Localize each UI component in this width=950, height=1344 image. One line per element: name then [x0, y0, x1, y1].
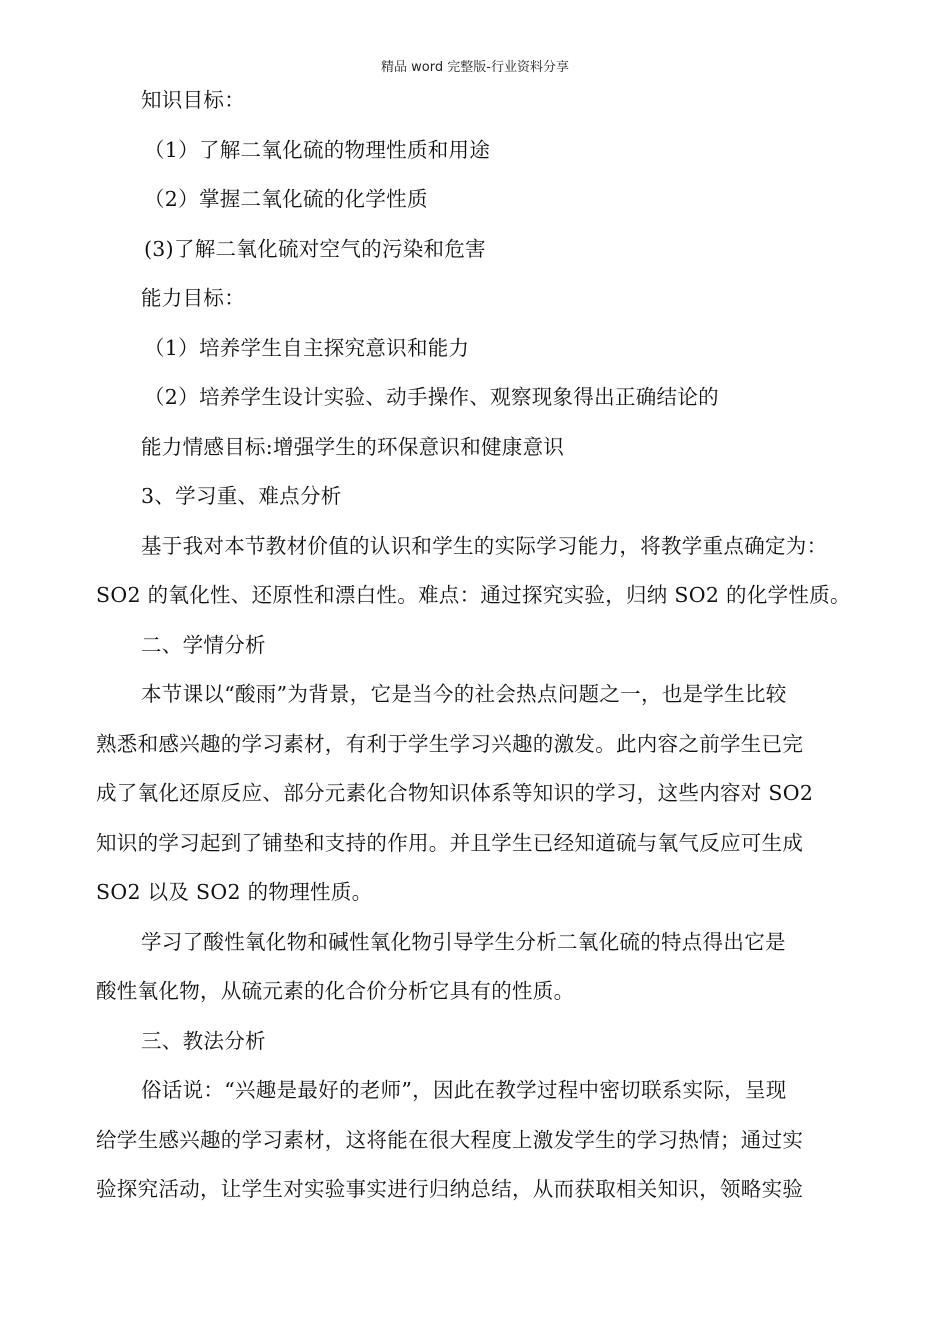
heading-teaching-method: 三、教法分析 [141, 1028, 266, 1053]
document-body [96, 76, 866, 1215]
ability-goal-1: （1）培养学生自主探究意识和能力 [144, 335, 470, 360]
heading-ability-goals: 能力目标： [141, 286, 245, 310]
paragraph-line: 成了氧化还原反应、部分元素化合物知识体系等知识的学习，这些内容对 SO2 [96, 781, 814, 805]
paragraph-line: 俗话说：“兴趣是最好的老师”，因此在教学过程中密切联系实际，呈现 [141, 1078, 787, 1102]
emotion-goal: 能力情感目标:增强学生的环保意识和健康意识 [141, 434, 565, 459]
paragraph-line: 验探究活动，让学生对实验事实进行归纳总结，从而获取相关知识，领略实验 [96, 1177, 804, 1201]
knowledge-goal-2: （2）掌握二氧化硫的化学性质 [144, 187, 428, 211]
paragraph-line: 本节课以“酸雨”为背景，它是当今的社会热点问题之一，也是学生比较 [141, 682, 787, 706]
paragraph-line: 知识的学习起到了铺垫和支持的作用。并且学生已经知道硫与氧气反应可生成 [96, 830, 804, 855]
heading-knowledge-goals: 知识目标： [141, 88, 245, 112]
heading-key-points: 3、学习重、难点分析 [141, 484, 342, 508]
page-header: 精品 word 完整版-行业资料分享 [381, 60, 569, 75]
paragraph-line: 给学生感兴趣的学习素材，这将能在很大程度上激发学生的学习热情；通过实 [96, 1127, 804, 1152]
paragraph-line: SO2 的氧化性、还原性和漂白性。难点：通过探究实验，归纳 SO2 的化学性质。 [96, 583, 851, 607]
heading-student-analysis: 二、学情分析 [141, 632, 266, 657]
knowledge-goal-1: （1）了解二氧化硫的物理性质和用途 [144, 137, 491, 162]
paragraph-line: SO2 以及 SO2 的物理性质。 [96, 880, 373, 904]
ability-goal-2: （2）培养学生设计实验、动手操作、观察现象得出正确结论的 [144, 385, 719, 409]
paragraph-line: 基于我对本节教材价值的认识和学生的实际学习能力，将教学重点确定为： [141, 533, 828, 558]
knowledge-goal-3: (3)了解二氧化硫对空气的污染和危害 [144, 236, 486, 261]
paragraph-line: 学习了酸性氧化物和碱性氧化物引导学生分析二氧化硫的特点得出它是 [141, 929, 786, 954]
paragraph-line: 酸性氧化物，从硫元素的化合价分析它具有的性质。 [96, 979, 575, 1003]
paragraph-line: 熟悉和感兴趣的学习素材，有利于学生学习兴趣的激发。此内容之前学生已完 [96, 731, 804, 756]
